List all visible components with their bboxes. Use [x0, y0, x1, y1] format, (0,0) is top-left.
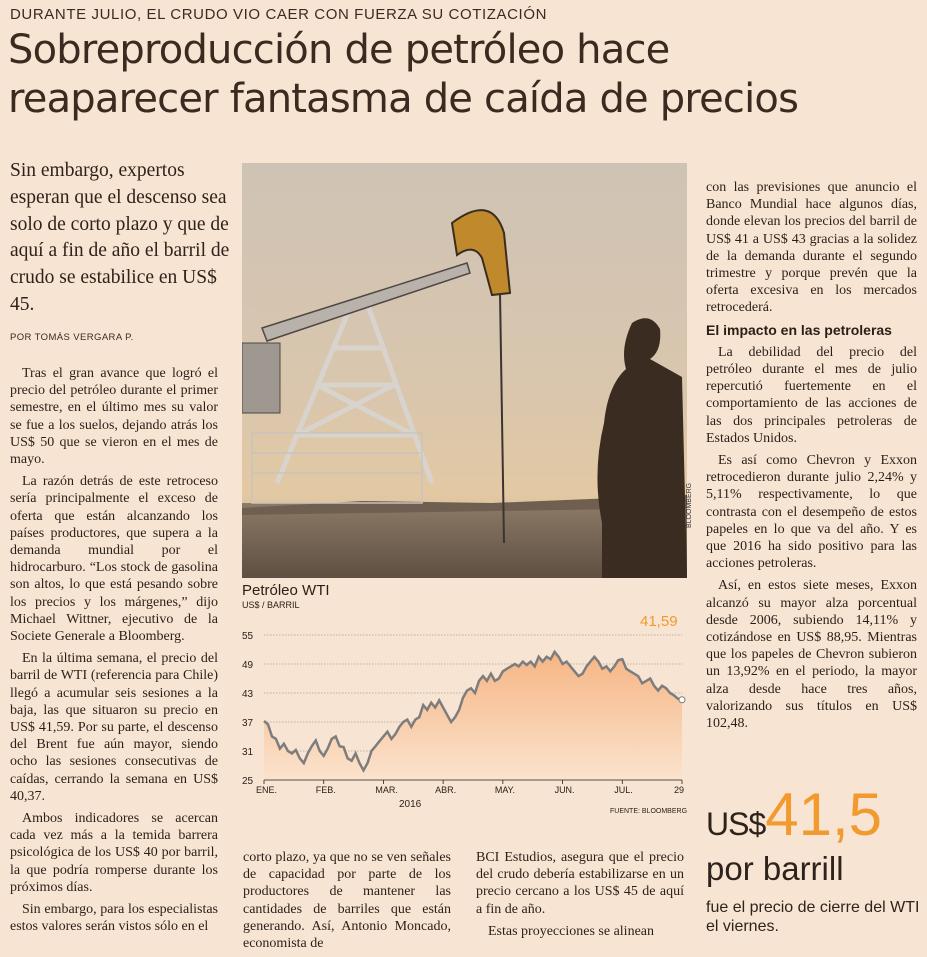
x-tick-label: FEB. [315, 785, 336, 795]
paragraph: Así, en estos siete meses, Exxon alcanzó su mayor alza porcentual desde 2006, subiendo 14,11% y cotizándose en US$ 88,95. Mientras que los papeles de Chevron subieron un 13,92% en el periodo, la mayor alza desde hace tres años, valorizando sus títulos en US$ 102,48. [706, 578, 917, 732]
x-tick-label: ABR. [435, 785, 457, 795]
paragraph: Estas proyecciones se alinean [488, 923, 654, 939]
subhead-petroleras: El impacto en las petroleras [706, 321, 892, 338]
paragraph: Sin embargo, para los especialistas estos valores serán vistos sólo en el [10, 902, 218, 935]
y-tick-label: 49 [242, 660, 254, 671]
highlight-currency: US$ [706, 806, 766, 842]
highlight-unit: por barrill [706, 850, 844, 887]
y-tick-label: 55 [242, 631, 254, 642]
paragraph: Tras el gran avance que logró el precio del petróleo durante el primer semestre, en el último mes su valor se fue a los suelos, dejando atrás los US$ 50 que se vieron en el mes de mayo. [10, 366, 218, 468]
column-2 [243, 849, 451, 957]
y-tick-label: 37 [242, 718, 254, 729]
highlight-price [706, 780, 882, 849]
chart-source: FUENTE: BLOOMBERG [610, 808, 688, 815]
highlight-value: 41,5 [765, 781, 883, 848]
x-tick-label: ENE. [256, 785, 278, 795]
x-tick-label: JUN. [554, 785, 575, 795]
paragraph: La debilidad del precio del petróleo durante el mes de julio repercutió fuertemente en el comportamiento de las acciones de las dos principales petroleras de Estados Unidos. [706, 344, 917, 446]
oil-pumpjack-photo [242, 163, 687, 578]
paragraph: BCI Estudios, asegura que el precio del crudo debería estabilizarse en un precio cercano a los US$ 45 de aquí a fin de año. [476, 850, 684, 917]
area-fill [264, 652, 682, 780]
kicker: DURANTE JULIO, EL CRUDO VIO CAER CON FUERZA SU COTIZACIÓN [10, 6, 548, 23]
last-point [679, 697, 685, 703]
last-value-label: 41,59 [640, 613, 678, 630]
headline-line-1: Sobreproducción de petróleo hace [8, 27, 670, 73]
column-4 [706, 179, 917, 737]
x-tick-label: MAY. [494, 785, 516, 795]
paragraph: corto plazo, ya que no se ven señales de capacidad por parte de los productores de mantener las cantidades de barriles que están generando. Así, Antonio Moncado, economista de [243, 850, 451, 952]
wti-price-chart [242, 580, 692, 820]
y-tick-label: 31 [242, 747, 254, 758]
paragraph: La razón detrás de este retroceso sería principalmente el exceso de oferta que están alcanzando los países productores, que supera a la demanda mundial por el hidrocarburo. “Los stock de gasolina son altos, lo que está pesando sobre los precios y los márgenes,” dijo Michael Wittner, ejecutivo de la Societe Generale a Bloomberg. [10, 474, 218, 645]
headline-line-2: reaparecer fantasma de caída de precios [8, 76, 799, 122]
chart-y-unit: US$ / BARRIL [242, 600, 300, 610]
lead-paragraph: Sin embargo, expertos esperan que el descenso sea solo de corto plazo y que de aquí a fin de año el barril de crudo se estabilice en US$ 45. [10, 160, 230, 315]
paragraph: Ambos indicadores se acercan cada vez más a la temida barrera psicológica de los US$ 40 por barril, la que podría romperse durante los próximos días. [10, 811, 218, 895]
y-tick-label: 43 [242, 689, 254, 700]
paragraph: Es así como Chevron y Exxon retrocedieron durante julio 2,24% y 5,11% respectivamente, lo que contrasta con el desempeño de estos papeles en lo que va del año. Y es que 2016 ha sido positivo para las acciones petroleras. [706, 453, 917, 572]
column-3 [476, 849, 684, 945]
x-tick-label: JUL. [614, 785, 633, 795]
column-1 [10, 365, 218, 941]
paragraph: con las previsiones que anuncio el Banco Mundial hace algunos días, donde elevan los precios del barril de US$ 41 a US$ 43 gracias a la solidez de la demanda durante el segundo trimestre y porque prevén que la oferta excesiva en los mercados retrocederá. [706, 180, 917, 316]
chart-title: Petróleo WTI [242, 582, 330, 599]
x-tick-label: 29 [674, 785, 685, 795]
highlight-note: fue el precio de cierre del WTI el viernes. [706, 899, 920, 935]
photo-credit: BLOOMBERG [686, 482, 693, 528]
x-axis-year: 2016 [399, 799, 422, 810]
headline [8, 26, 923, 124]
y-tick-label: 25 [242, 776, 254, 787]
x-tick-label: MAR. [375, 785, 398, 795]
byline: POR TOMÁS VERGARA P. [10, 332, 134, 343]
paragraph: En la última semana, el precio del barril de WTI (referencia para Chile) llegó a acumular seis sesiones a la baja, las que situaron su precio en US$ 41,59. Por su parte, el descenso del Brent fue aún mayor, siendo ocho las sesiones consecutivas de caídas, cerrando la semana en US$ 40,37. [10, 651, 218, 804]
pumpjack-illustration [242, 163, 687, 578]
